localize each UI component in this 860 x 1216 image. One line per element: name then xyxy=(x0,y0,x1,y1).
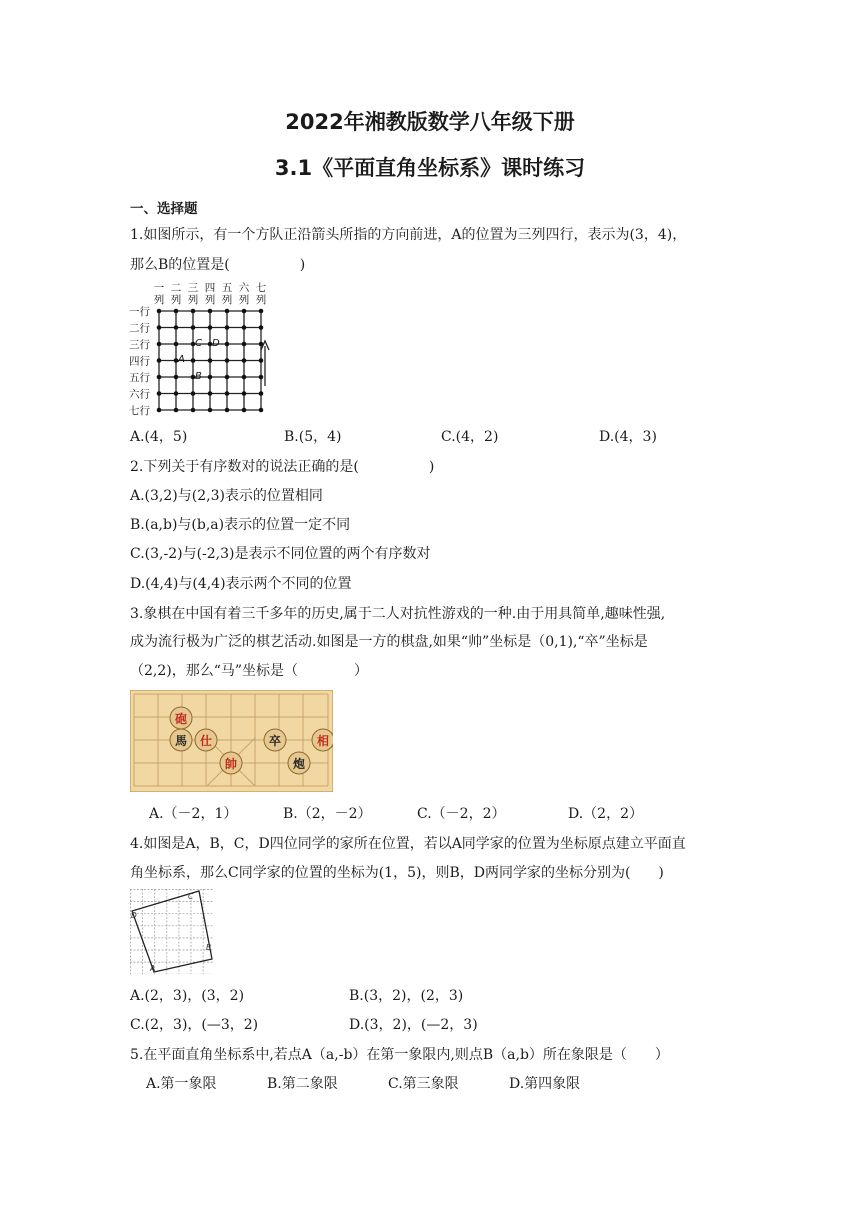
formation-dot xyxy=(174,375,179,380)
column-label-number: 七 xyxy=(255,282,267,294)
q4-option-d: D.(3，2)，(—2，3) xyxy=(349,1017,478,1033)
q4-label-b: B xyxy=(206,943,212,952)
row-label: 四行 xyxy=(129,355,150,368)
formation-dot xyxy=(259,408,264,413)
section-heading: 一、选择题 xyxy=(130,201,198,217)
piece-ma-black xyxy=(170,729,192,751)
formation-dot xyxy=(242,408,247,413)
svg-text:馬: 馬 xyxy=(174,734,188,748)
formation-dot xyxy=(225,358,230,363)
q3-option-d: D.（2，2） xyxy=(568,806,643,822)
formation-dot xyxy=(157,342,162,347)
row-label: 三行 xyxy=(129,339,150,351)
arrow-up-icon xyxy=(261,341,269,386)
q1-option-d: D.(4，3) xyxy=(599,429,657,445)
q2-option-c: C.(3,-2)与(-2,3)是表示不同位置的两个有序数对 xyxy=(130,546,431,562)
formation-dot xyxy=(259,358,264,363)
q4-square-figure xyxy=(130,889,214,974)
piece-pao-red xyxy=(170,707,192,729)
q4-option-b: B.(3，2)，(2，3) xyxy=(349,988,464,1004)
q1-formation-figure xyxy=(128,282,278,417)
q3-stem-line1: 3.象棋在中国有着三千多年的历史,属于二人对抗性游戏的一种.由于用具简单,趣味性强, xyxy=(130,606,666,622)
column-label-suffix: 列 xyxy=(187,294,199,306)
q1-point-b: B xyxy=(195,371,202,382)
formation-dot xyxy=(174,309,179,314)
q4-option-a: A.(2，3)，(3，2) xyxy=(130,988,245,1004)
formation-dot xyxy=(259,391,264,396)
q1-point-d: D xyxy=(212,338,220,349)
formation-dot xyxy=(225,408,230,413)
q1-option-a: A.(4，5) xyxy=(130,429,188,445)
formation-dot xyxy=(208,391,213,396)
q5-option-d: D.第四象限 xyxy=(509,1076,581,1092)
q5-stem: 5.在平面直角坐标系中,若点A（a,-b）在第一象限内,则点B（a,b）所在象限是（ ） xyxy=(130,1047,669,1063)
q4-stem-line2: 角坐标系，那么C同学家的位置的坐标为(1，5)，则B，D两同学家的坐标分别为( ) xyxy=(130,865,664,881)
formation-dot xyxy=(242,375,247,380)
column-label-number: 五 xyxy=(221,282,233,294)
q2-option-d: D.(4,4)与(4,4)表示两个不同的位置 xyxy=(130,576,352,592)
piece-shuai-red xyxy=(220,752,242,774)
formation-dot xyxy=(157,391,162,396)
formation-dot xyxy=(208,408,213,413)
q5-option-c: C.第三象限 xyxy=(388,1076,459,1092)
q1-stem-line2: 那么B的位置是( ) xyxy=(130,257,306,273)
q1-point-a: A xyxy=(178,354,185,365)
formation-dot xyxy=(259,375,264,380)
formation-dot xyxy=(225,309,230,314)
svg-text:相: 相 xyxy=(316,734,330,748)
formation-dot xyxy=(242,342,247,347)
formation-dot xyxy=(242,309,247,314)
svg-text:卒: 卒 xyxy=(268,734,282,748)
q1-option-c: C.(4，2) xyxy=(441,429,499,445)
formation-dot xyxy=(225,342,230,347)
formation-dot xyxy=(208,375,213,380)
formation-dot xyxy=(157,375,162,380)
column-label-suffix: 列 xyxy=(153,294,165,306)
formation-dot xyxy=(242,325,247,330)
q1-stem-line1: 1.如图所示，有一个方队正沿箭头所指的方向前进，A的位置为三列四行，表示为(3，4)， xyxy=(130,227,687,243)
q5-option-a: A.第一象限 xyxy=(146,1076,217,1092)
piece-shi-red xyxy=(195,729,217,751)
svg-text:砲: 砲 xyxy=(174,712,188,726)
q3-option-c: C.（－2，2） xyxy=(417,806,506,822)
formation-dot xyxy=(191,358,196,363)
formation-dot xyxy=(174,325,179,330)
column-label-suffix: 列 xyxy=(170,294,182,306)
q1-point-c: C xyxy=(195,338,202,349)
svg-text:炮: 炮 xyxy=(292,757,306,771)
doc-title: 2022年湘教版数学八年级下册 xyxy=(285,110,575,134)
formation-dot xyxy=(174,391,179,396)
q3-stem-line3: （2,2)，那么“马”坐标是（ ） xyxy=(130,663,369,679)
chessboard-figure xyxy=(130,690,333,792)
row-label: 七行 xyxy=(129,405,150,417)
q2-option-a: A.(3,2)与(2,3)表示的位置相同 xyxy=(130,488,323,504)
formation-dot xyxy=(259,309,264,314)
column-label-number: 六 xyxy=(238,282,250,294)
q3-option-a: A.（－2，1） xyxy=(149,806,238,822)
formation-dot xyxy=(225,375,230,380)
column-label-number: 四 xyxy=(204,282,216,294)
formation-dot xyxy=(191,325,196,330)
q1-option-b: B.(5，4) xyxy=(284,429,342,445)
q4-label-c: C xyxy=(188,892,194,901)
column-label-suffix: 列 xyxy=(204,294,216,306)
column-label-number: 三 xyxy=(187,282,199,294)
piece-zu-black xyxy=(264,729,286,751)
column-label-suffix: 列 xyxy=(238,294,250,306)
formation-dot xyxy=(225,325,230,330)
q4-stem-line1: 4.如图是A，B，C，D四位同学的家所在位置，若以A同学家的位置为坐标原点建立平面直 xyxy=(130,836,686,852)
q3-option-b: B.（2，－2） xyxy=(283,806,372,822)
formation-dot xyxy=(208,309,213,314)
q4-label-a: A xyxy=(150,964,156,973)
formation-dot xyxy=(225,391,230,396)
doc-subtitle: 3.1《平面直角坐标系》课时练习 xyxy=(274,156,586,180)
column-label-suffix: 列 xyxy=(255,294,267,306)
formation-dot xyxy=(174,408,179,413)
q4-label-d: D xyxy=(131,911,137,920)
formation-dot xyxy=(242,391,247,396)
q5-option-b: B.第二象限 xyxy=(267,1076,338,1092)
formation-dot xyxy=(242,358,247,363)
formation-dot xyxy=(208,325,213,330)
row-label: 一行 xyxy=(129,306,150,318)
q2-option-b: B.(a,b)与(b,a)表示的位置一定不同 xyxy=(130,517,351,533)
q2-stem: 2.下列关于有序数对的说法正确的是( ) xyxy=(130,459,435,475)
formation-dot xyxy=(157,325,162,330)
svg-text:仕: 仕 xyxy=(199,734,213,748)
row-label: 五行 xyxy=(129,372,150,384)
piece-xiang-red xyxy=(312,729,333,751)
formation-dot xyxy=(174,342,179,347)
formation-dot xyxy=(191,391,196,396)
column-label-number: 一 xyxy=(153,282,165,294)
row-label: 六行 xyxy=(129,388,150,401)
q3-stem-line2: 成为流行极为广泛的棋艺活动.如图是一方的棋盘,如果“帅”坐标是（0,1),“卒”坐标是 xyxy=(130,634,648,650)
formation-dot xyxy=(157,408,162,413)
formation-dot xyxy=(191,408,196,413)
q4-option-c: C.(2，3)，(—3，2) xyxy=(130,1017,259,1033)
column-label-suffix: 列 xyxy=(221,294,233,306)
svg-text:帥: 帥 xyxy=(224,757,238,771)
formation-dot xyxy=(208,358,213,363)
formation-dot xyxy=(259,325,264,330)
formation-dot xyxy=(157,309,162,314)
formation-dot xyxy=(157,358,162,363)
formation-dot xyxy=(191,309,196,314)
row-label: 二行 xyxy=(129,322,150,335)
piece-pao-black xyxy=(288,752,310,774)
column-label-number: 二 xyxy=(170,282,182,294)
